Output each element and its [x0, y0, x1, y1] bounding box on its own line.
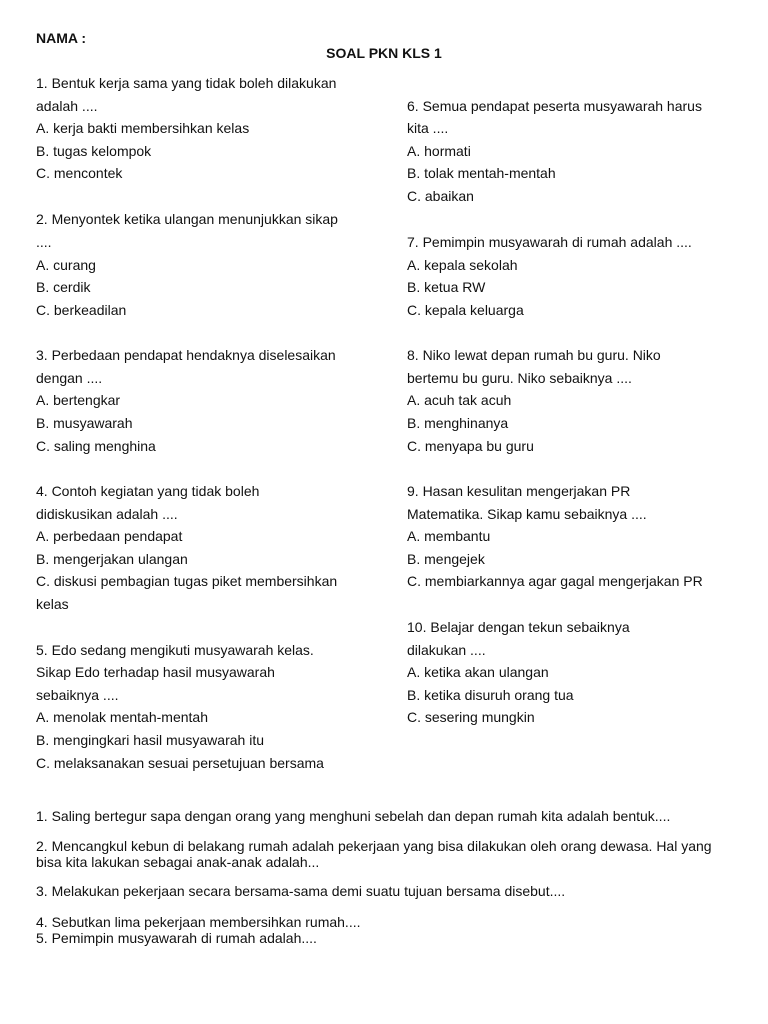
question-4-option-a: A. perbedaan pendapat [36, 528, 183, 544]
question-3-line-1: 3. Perbedaan pendapat hendaknya diselesaikan [36, 347, 336, 363]
question-1-line-1: 1. Bentuk kerja sama yang tidak boleh dilakukan [36, 75, 337, 91]
question-7-option-b: B. ketua RW [407, 279, 486, 295]
essay-question-1: 1. Saling bertegur sapa dengan orang yang menghuni sebelah dan depan rumah kita adalah bentuk.... [36, 808, 671, 824]
question-7-option-a: A. kepala sekolah [407, 257, 518, 273]
question-8-option-c: C. menyapa bu guru [407, 438, 534, 454]
question-10-option-c: C. sesering mungkin [407, 709, 535, 725]
question-7-option-c: C. kepala keluarga [407, 302, 524, 318]
question-3-option-a: A. bertengkar [36, 392, 121, 408]
question-2-line-1: 2. Menyontek ketika ulangan menunjukkan sikap [36, 211, 338, 227]
question-3-option-c: C. saling menghina [36, 438, 156, 454]
page-title: SOAL PKN KLS 1 [326, 45, 442, 61]
question-10-option-b: B. ketika disuruh orang tua [407, 687, 574, 703]
question-8-line-2: bertemu bu guru. Niko sebaiknya .... [407, 370, 632, 386]
question-2-option-b: B. cerdik [36, 279, 91, 295]
question-5-option-b: B. mengingkari hasil musyawarah itu [36, 732, 264, 748]
question-6-line-1: 6. Semua pendapat peserta musyawarah harus [407, 98, 702, 114]
question-10-option-a: A. ketika akan ulangan [407, 664, 549, 680]
name-label: NAMA : [36, 30, 87, 46]
question-3-option-b: B. musyawarah [36, 415, 133, 431]
question-5-option-a: A. menolak mentah-mentah [36, 709, 208, 725]
question-4-line-2: didiskusikan adalah .... [36, 506, 178, 522]
question-5-option-c: C. melaksanakan sesuai persetujuan bersama [36, 755, 324, 771]
question-9-option-b: B. mengejek [407, 551, 485, 567]
question-8-option-a: A. acuh tak acuh [407, 392, 512, 408]
question-1-line-2: adalah .... [36, 98, 98, 114]
question-6-option-c: C. abaikan [407, 188, 474, 204]
question-2-option-c: C. berkeadilan [36, 302, 127, 318]
question-2-line-2: .... [36, 234, 52, 250]
question-10-line-2: dilakukan .... [407, 642, 486, 658]
question-7-line-1: 7. Pemimpin musyawarah di rumah adalah .... [407, 234, 692, 250]
question-6-option-a: A. hormati [407, 143, 471, 159]
question-5-line-3: sebaiknya .... [36, 687, 119, 703]
essay-question-5: 5. Pemimpin musyawarah di rumah adalah.... [36, 930, 317, 946]
question-9-line-1: 9. Hasan kesulitan mengerjakan PR [407, 483, 631, 499]
question-1-option-b: B. tugas kelompok [36, 143, 152, 159]
question-9-option-c: C. membiarkannya agar gagal mengerjakan PR [407, 573, 703, 589]
question-2-option-a: A. curang [36, 257, 96, 273]
question-9-line-2: Matematika. Sikap kamu sebaiknya .... [407, 506, 647, 522]
question-4-line-1: 4. Contoh kegiatan yang tidak boleh [36, 483, 260, 499]
question-4-option-c-cont: kelas [36, 596, 69, 612]
question-8-line-1: 8. Niko lewat depan rumah bu guru. Niko [407, 347, 661, 363]
question-1-option-a: A. kerja bakti membersihkan kelas [36, 120, 250, 136]
essay-question-4: 4. Sebutkan lima pekerjaan membersihkan rumah.... [36, 914, 361, 930]
question-4-option-b: B. mengerjakan ulangan [36, 551, 188, 567]
question-5-line-2: Sikap Edo terhadap hasil musyawarah [36, 664, 275, 680]
question-9-option-a: A. membantu [407, 528, 491, 544]
question-8-option-b: B. menghinanya [407, 415, 509, 431]
question-5-line-1: 5. Edo sedang mengikuti musyawarah kelas. [36, 642, 314, 658]
question-1-option-c: C. mencontek [36, 165, 123, 181]
question-3-line-2: dengan .... [36, 370, 103, 386]
essay-question-3: 3. Melakukan pekerjaan secara bersama-sama demi suatu tujuan bersama disebut.... [36, 883, 566, 899]
question-10-line-1: 10. Belajar dengan tekun sebaiknya [407, 619, 630, 635]
question-6-line-2: kita .... [407, 120, 449, 136]
question-4-option-c: C. diskusi pembagian tugas piket membersihkan [36, 573, 338, 589]
question-6-option-b: B. tolak mentah-mentah [407, 165, 556, 181]
essay-question-2: 2. Mencangkul kebun di belakang rumah adalah pekerjaan yang bisa dilakukan oleh orang dewasa. Hal yang bisa kita lakukan sebagai anak-anak adalah... [36, 838, 712, 870]
